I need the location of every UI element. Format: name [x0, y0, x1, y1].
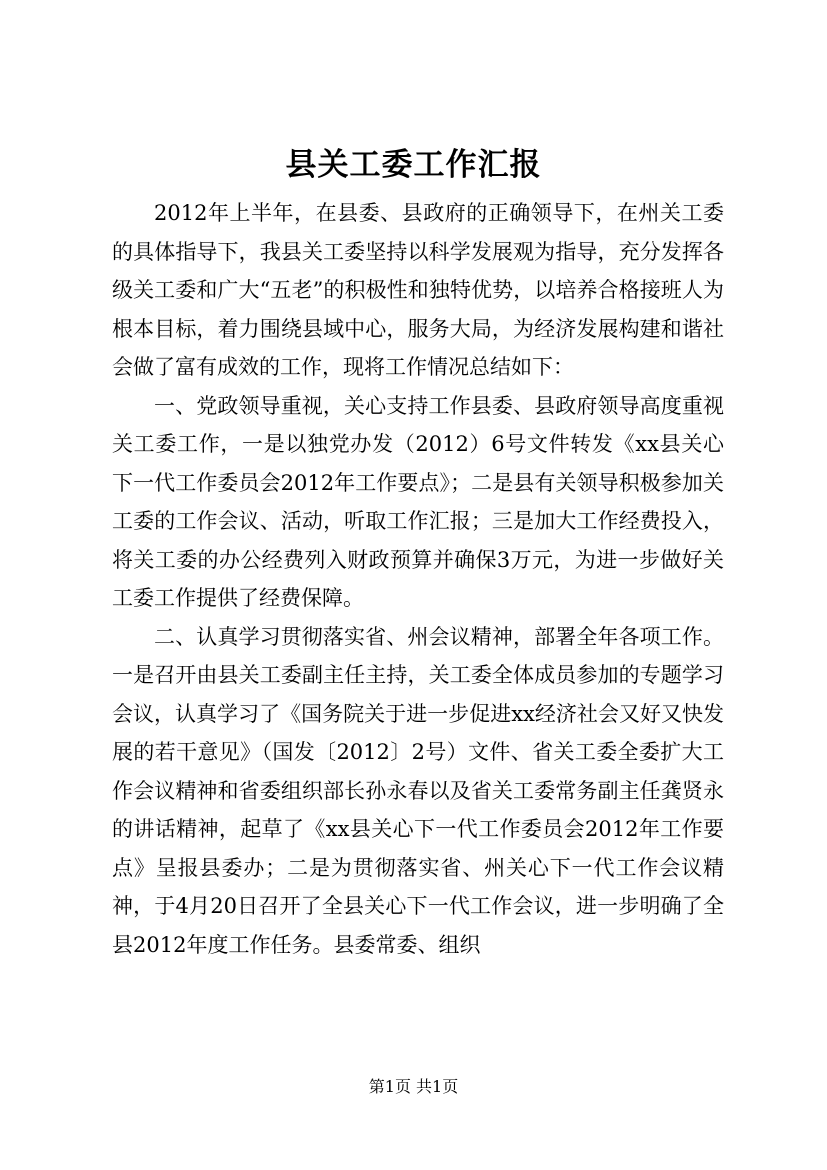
document-title: 县关工委工作汇报	[285, 147, 542, 183]
paragraph-section-one: 一、党政领导重视，关心支持工作县委、县政府领导高度重视关工委工作，一是以独党办发（2012）6号文件转发《xx县关心下一代工作委员会2012年工作要点》；二是县有关领导积极参加关工委的工作会议、活动，听取工作汇报；三是加大工作经费投入，将关工委的办公经费列入财政预算并确保3万元，为进一步做好关工委工作提供了经费保障。	[112, 393, 724, 610]
paragraph-intro: 2012年上半年，在县委、县政府的正确领导下，在州关工委的具体指导下，我县关工委坚持以科学发展观为指导，充分发挥各级关工委和广大“五老”的积极性和独特优势，以培养合格接班人为根本目标，着力围绕县域中心，服务大局，为经济发展构建和谐社会做了富有成效的工作，现将工作情况总结如下：	[112, 201, 724, 379]
page-number: 第1页	[368, 1077, 411, 1096]
paragraph-section-two: 二、认真学习贯彻落实省、州会议精神，部署全年各项工作。一是召开由县关工委副主任主持，关工委全体成员参加的专题学习会议，认真学习了《国务院关于进一步促进xx经济社会又好又快发展的若干意见》（国发〔2012〕2号）文件、省关工委全委扩大工作会议精神和省委组织部长孙永春以及省关工委常务副主任龚贤永的讲话精神，起草了《xx县关心下一代工作委员会2012年工作要点》呈报县委办；二是为贯彻落实省、州关心下一代工作会议精神，于4月20日召开了全县关心下一代工作会议，进一步明确了全县2012年度工作任务。县委常委、组织	[112, 624, 724, 957]
page-footer	[0, 1076, 827, 1098]
document-body	[112, 194, 724, 964]
page-total: 共1页	[416, 1077, 459, 1096]
